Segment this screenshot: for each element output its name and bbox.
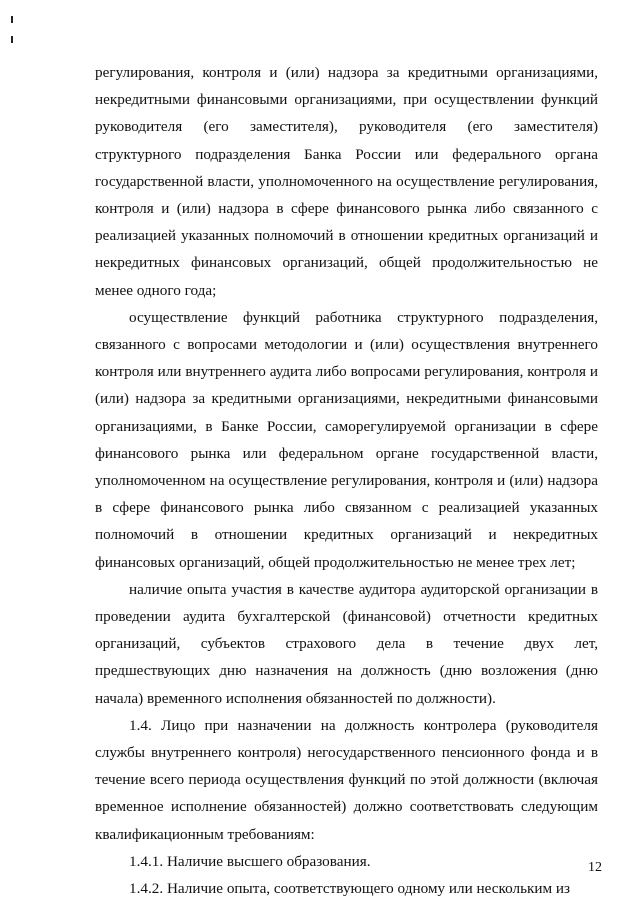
paragraph-structural-unit: осуществление функций работника структурного подразделения, связанного с вопросами методологии и (или) осуществления внутреннего контроля или внутреннего аудита либо вопросами регулирования, контроля и (или) надзора за кредитными организациями, некредитными финансовыми организациями, в Банке России, саморегулируемой организации в сфере финансового рынка или федеральном органе государственной власти, уполномоченном на осуществление регулирования, контроля и (или) надзора в сфере финансового рынка либо связанном с реализацией указанных полномочий в отношении кредитных организаций и некредитных финансовых организаций, общей продолжительностью не менее трех лет;	[95, 308, 598, 571]
scan-mark-bottom	[11, 36, 13, 43]
paragraph-auditor-experience: наличие опыта участия в качестве аудитора аудиторской организации в проведении аудита бухгалтерской (финансовой) отчетности кредитных организаций, субъектов страхового дела в течение двух лет, предшествующих дню назначения на должность (дню возложения (дню начала) временного исполнения обязанностей по должности).	[95, 580, 598, 707]
paragraph-1-4: 1.4. Лицо при назначении на должность контролера (руководителя службы внутреннего контроля) негосударственного пенсионного фонда и в течение всего периода осуществления функций по этой должности (включая временное исполнение обязанностей) должно соответствовать следующим квалификационным требованиям:	[95, 716, 598, 843]
paragraph-1-4-2: 1.4.2. Наличие опыта, соответствующего одному или нескольким из	[129, 880, 571, 898]
paragraph-continuation: регулирования, контроля и (или) надзора за кредитными организациями, некредитными финансовыми организациями, при осуществлении функций руководителя (его заместителя), руководителя (его заместителя) структурного подразделения Банка России или федерального органа государственной власти, уполномоченного на осуществление регулирования, контроля и (или) надзора в сфере финансового рынка либо связанного с реализацией указанных полномочий в отношении кредитных организаций и некредитных финансовых организаций, общей продолжительностью не менее одного года;	[95, 64, 598, 299]
document-body	[95, 59, 598, 902]
scan-mark-top	[11, 16, 13, 23]
page-number: 12	[588, 860, 602, 875]
paragraph-1-4-1: 1.4.1. Наличие высшего образования.	[129, 852, 371, 870]
